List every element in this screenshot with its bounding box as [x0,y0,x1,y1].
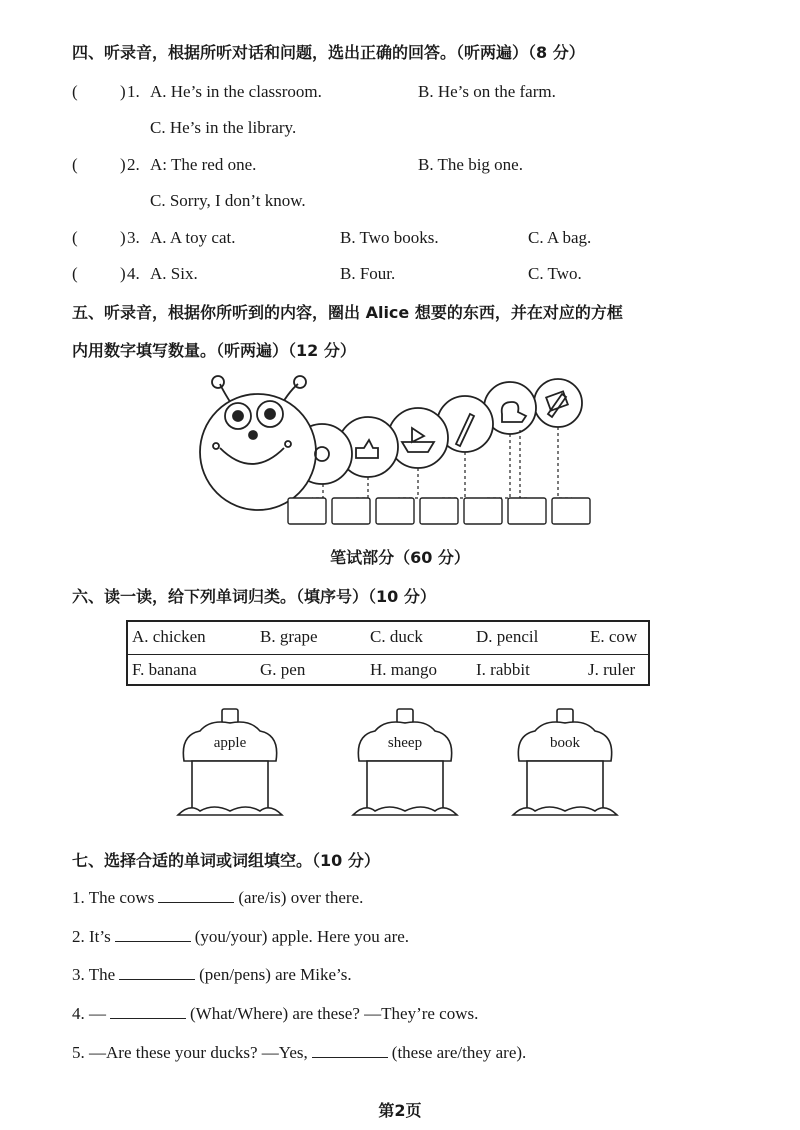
word-item: C. duck [370,627,423,646]
option-a: A: The red one. [150,155,257,174]
answer-blank[interactable] [110,1002,186,1019]
word-item: J. ruler [588,660,636,679]
word-item: E. cow [590,627,638,646]
answer-paren-1[interactable]: ( [72,82,78,101]
quantity-box[interactable] [376,498,414,524]
fill-item-5: 5. —Are these your ducks? —Yes, (these are/they are). [72,1043,527,1062]
section4-title: 四、听录音，根据所听对话和问题，选出正确的回答。（听两遍）（8 分） [72,43,585,62]
answer-blank[interactable] [115,925,191,942]
question-number: 1. [127,82,140,101]
category-house-apple[interactable] [170,705,290,825]
fill-item-2: 2. It’s (you/your) apple. Here you are. [72,927,410,946]
caterpillar-illustration [180,370,600,530]
quantity-box[interactable] [464,498,502,524]
quantity-box[interactable] [332,498,370,524]
option-b: B. The big one. [418,155,523,174]
word-item: G. pen [260,660,306,679]
word-item: H. mango [370,660,438,679]
section6-title: 六、读一读，给下列单词归类。（填序号）（10 分） [72,587,436,606]
option-a: A. A toy cat. [150,228,236,247]
option-a: A. Six. [150,264,198,283]
word-bank [126,620,650,686]
option-b: B. He’s on the farm. [418,82,556,101]
quantity-box[interactable] [420,498,458,524]
segment-eraser [534,379,582,427]
worksheet-page: 四、听录音，根据所听对话和问题，选出正确的回答。（听两遍）（8 分） ( ) 1. A. He’s in the classroom. B. He’s on the farm. C. He’s in the library. ( ) 2. A: The red one. B. The big one. C. Sorry, I don’t know. ( ) 3. A. A toy cat. B. Two books. C. A bag. ( ) 4. A. Six. B. Four. C. Two. 五、听录音，根据你所听到的内容，圈出 Alice 想要的东西，并在对应的方框 内用数字填写数量。（听两遍）（12 分） 笔试部分（60 分） 六、读一读，给下列单词归类。（填序号）（10 分） A. chicken B. grape C. duck D. pencil E. cow F. banana G. pen H. mango I. rabbit J. ruler apple sheep book 七、选择合适的单词或词组填空。（10 分） 1. The cows (are/is) over there. 2. It’s (you/your) apple. Here you are. 3. The (pen/pens) are Mike’s. 4. — (What/Where) are these? —They’re cows. 5. —Are these your ducks? —Yes, (these are/they are). 第2页 [0,0,800,1130]
answer-blank[interactable] [312,1041,388,1058]
answer-blank[interactable] [119,963,195,980]
question-number: 2. [127,155,140,174]
fill-item-1: 1. The cows (are/is) over there. [72,888,364,907]
house-label: book [550,735,580,751]
quantity-box[interactable] [288,498,326,524]
fill-item-4: 4. — (What/Where) are these? —They’re cows. [72,1004,479,1023]
question-number: 4. [127,264,140,283]
quantity-box[interactable] [552,498,590,524]
house-label: sheep [387,735,423,751]
house-label: apple [213,735,247,751]
category-house-book[interactable] [505,705,625,825]
section5-title-line1: 五、听录音，根据你所听到的内容，圈出 Alice 想要的东西，并在对应的方框 [72,303,623,322]
option-c: C. Two. [528,264,582,283]
word-item: I. rabbit [476,660,530,679]
section7-title: 七、选择合适的单词或词组填空。（10 分） [72,851,380,870]
quantity-box[interactable] [508,498,546,524]
option-b: B. Four. [340,264,396,283]
word-item: B. grape [260,627,318,646]
answer-paren-4[interactable]: ( [72,264,78,283]
option-c: C. He’s in the library. [150,118,297,137]
option-c: C. A bag. [528,228,592,247]
answer-blank[interactable] [158,886,234,903]
category-house-sheep[interactable] [345,705,465,825]
answer-paren-3[interactable]: ( [72,228,78,247]
written-section-heading: 笔试部分（60 分） [330,548,470,567]
word-item: D. pencil [476,627,539,646]
option-a: A. He’s in the classroom. [150,82,322,101]
fill-item-3: 3. The (pen/pens) are Mike’s. [72,965,352,984]
question-number: 3. [127,228,140,247]
section5-title-line2: 内用数字填写数量。（听两遍）（12 分） [72,341,356,360]
page-number: 第2页 [378,1101,422,1120]
answer-paren-2[interactable]: ( [72,155,78,174]
option-c: C. Sorry, I don’t know. [150,191,306,210]
option-b: B. Two books. [340,228,439,247]
word-item: A. chicken [132,627,206,646]
word-item: F. banana [132,660,197,679]
